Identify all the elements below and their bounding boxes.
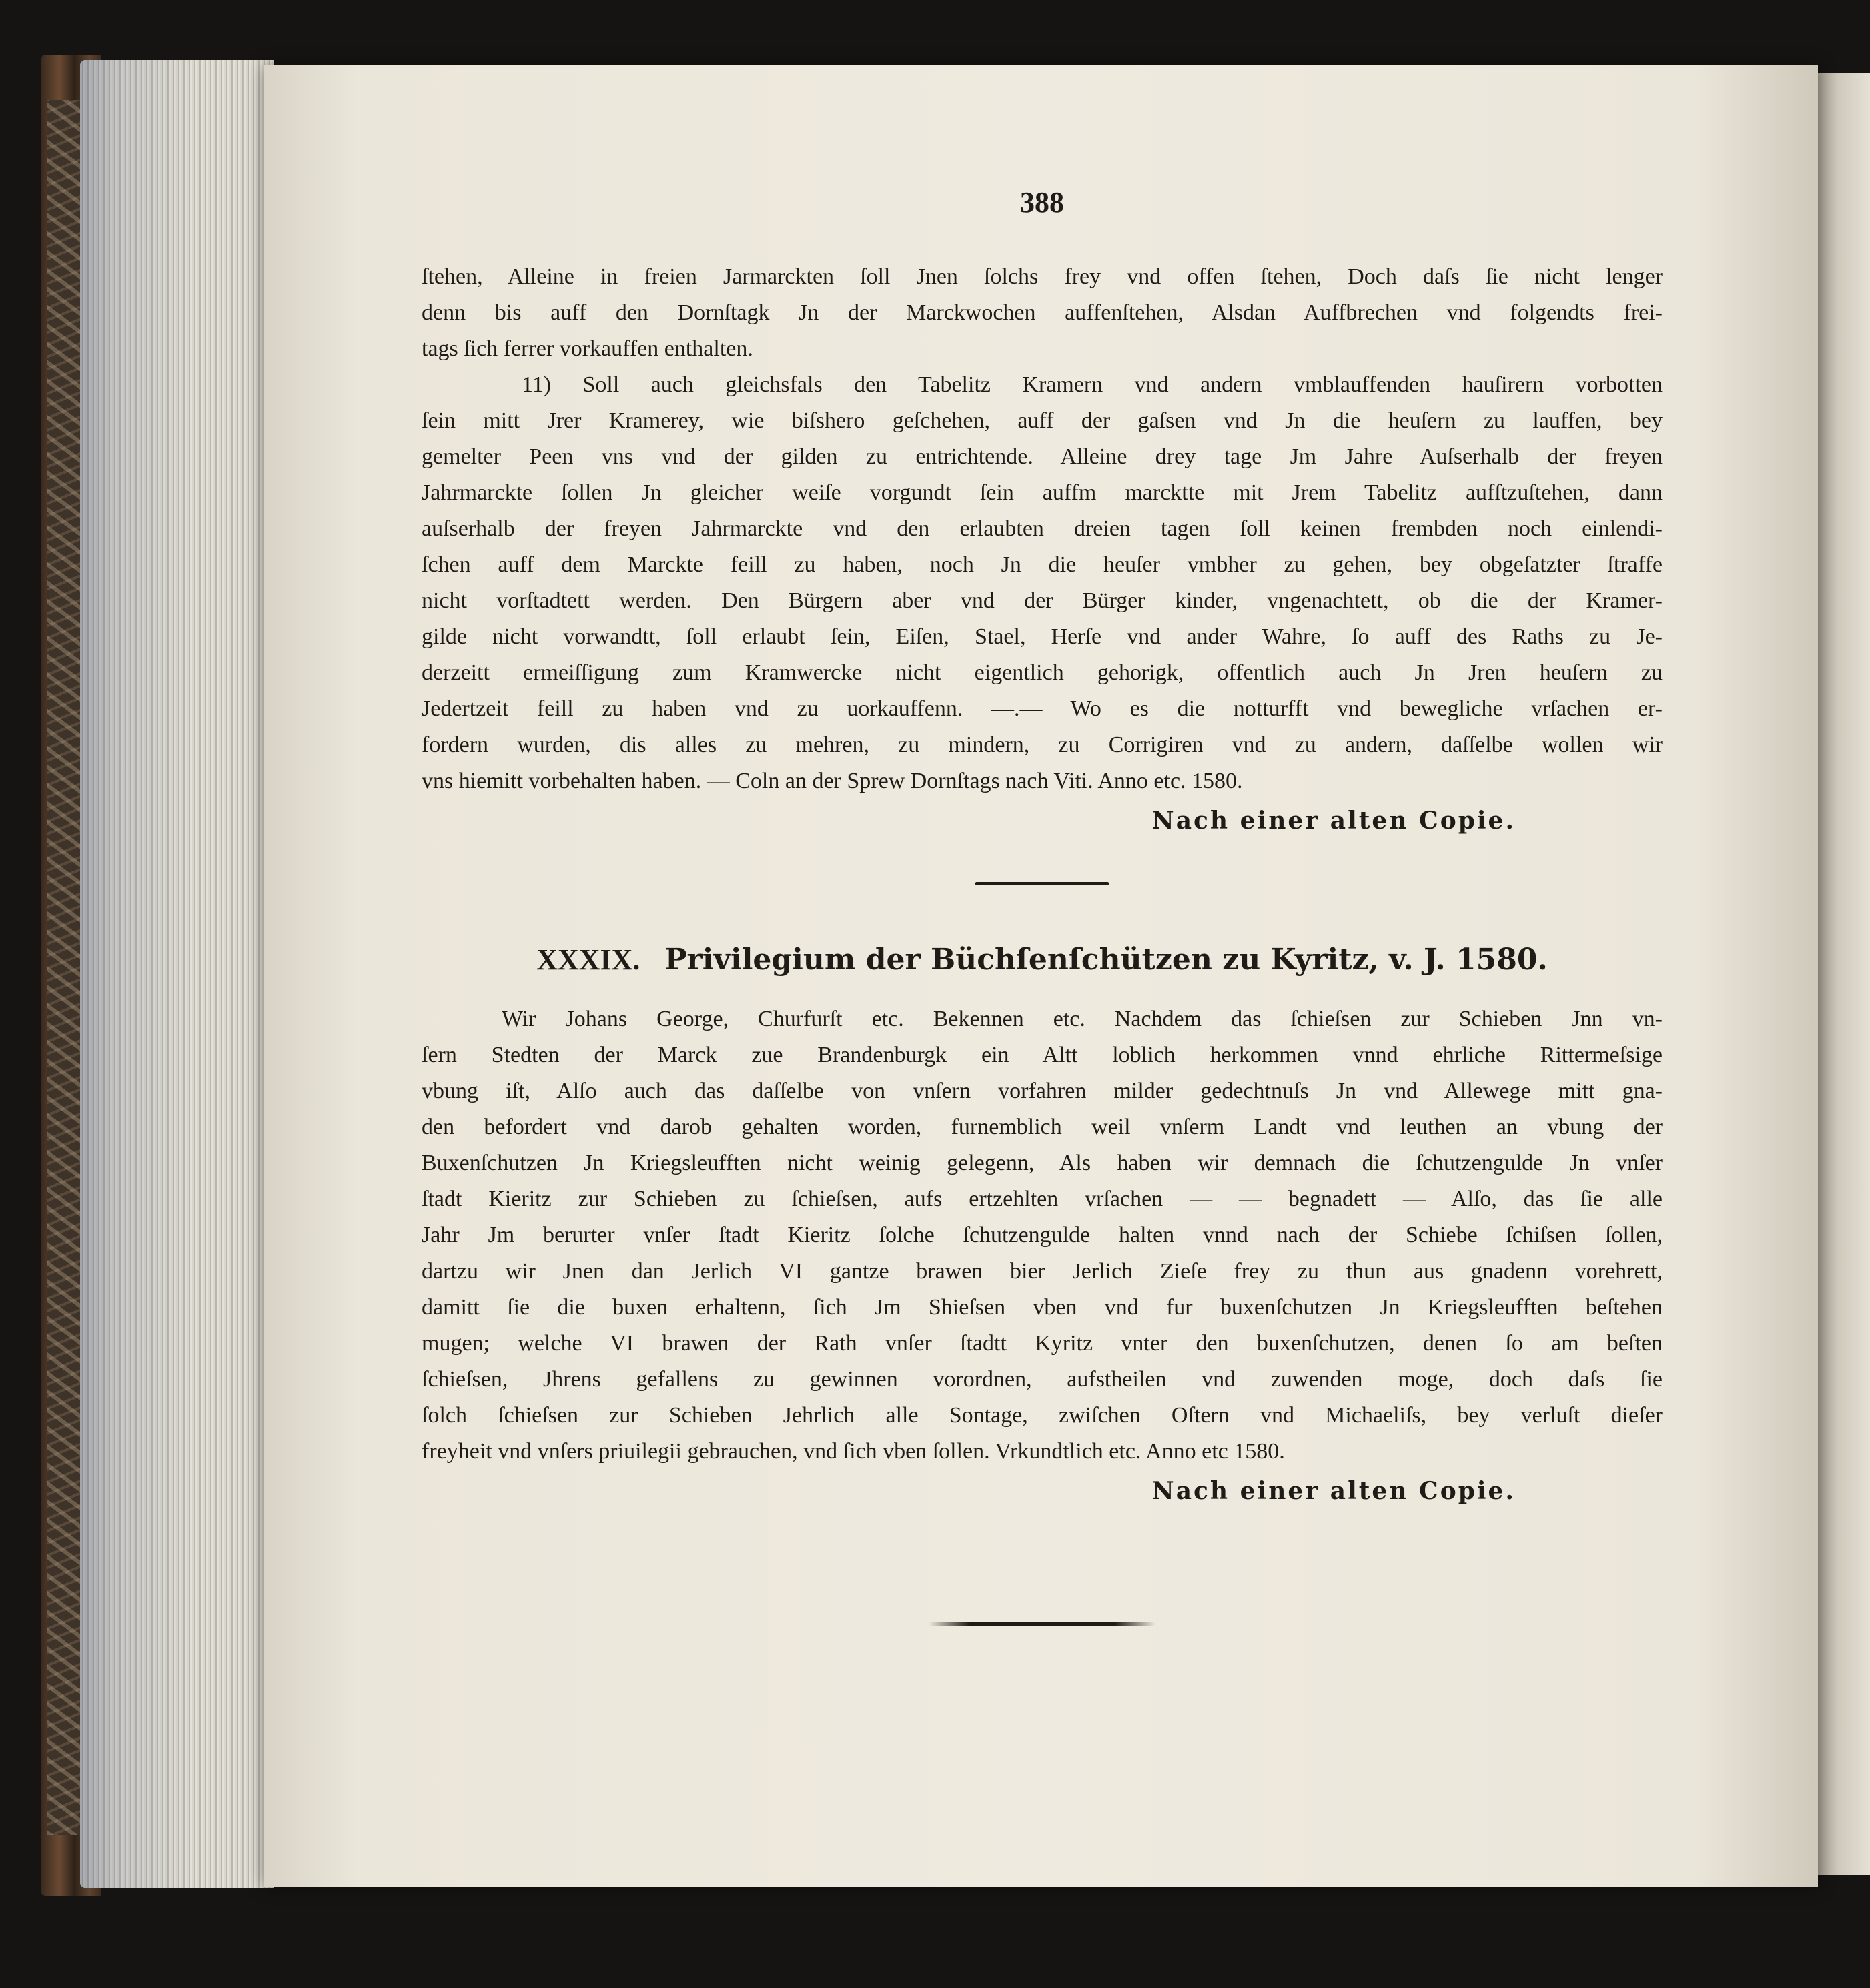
text-line: fordern wurden, dis alles zu mehren, zu mindern, zu Corrigiren vnd zu andern, daſſelbe wollen wir: [422, 732, 1663, 757]
section-divider: [975, 882, 1109, 885]
text-line: ſtadt Kieritz zur Schieben zu ſchieſsen, aufs ertzehlten vrſachen — — begnadett — Alſo, das ſie alle: [422, 1187, 1663, 1211]
text-line: ſchieſsen, Jhrens gefallens zu gewinnen vorordnen, aufstheilen vnd zuwenden moge, doch daſs ſie: [422, 1367, 1663, 1392]
page-content: [422, 184, 1663, 1626]
page-stack-edge: [80, 60, 274, 1888]
end-rule: [929, 1622, 1155, 1626]
text-line: mugen; welche VI brawen der Rath vnſer ſtadtt Kyritz vnter den buxenſchutzen, denen ſo am beſten: [422, 1331, 1663, 1356]
text-line: nicht vorſtadtett werden. Den Bürgern aber vnd der Bürger kinder, vngenachtett, ob die der Kramer-: [422, 588, 1663, 613]
text-line: Jahr Jm berurter vnſer ſtadt Kieritz ſolche ſchutzengulde halten vnnd nach der Schiebe ſchiſsen ſollen,: [422, 1223, 1663, 1248]
text-line: derzeitt ermeiſſigung zum Kramwercke nicht eigentlich gehorigk, offentlich auch Jn Jren heuſern zu: [422, 660, 1663, 685]
text-line: gilde nicht vorwandtt, ſoll erlaubt ſein, Eiſen, Stael, Herſe vnd ander Wahre, ſo auff des Raths zu Je-: [422, 624, 1663, 649]
text-line: gemelter Peen vns vnd der gilden zu entrichtende. Alleine drey tage Jm Jahre Auſserhalb der freyen: [422, 444, 1663, 469]
text-line: Buxenſchutzen Jn Kriegsleufften nicht weinig gelegenn, Als haben wir demnach die ſchutzengulde Jn vnſer: [422, 1151, 1663, 1175]
text-line: vbung iſt, Alſo auch das daſſelbe von vnſern vorfahren milder gedechtnuſs Jn vnd Allewege mitt gna-: [422, 1079, 1663, 1103]
continued-paragraph: [422, 259, 1663, 367]
source-note: Nach einer alten Copie.: [1151, 807, 1516, 835]
text-line: denn bis auff den Dornſtagk Jn der Marckwochen auffenſtehen, Alsdan Auffbrechen vnd folgendts frei-: [422, 300, 1663, 325]
text-line: damitt ſie die buxen erhaltenn, ſich Jm Shieſsen vben vnd fur buxenſchutzen Jn Kriegsleufften beſtehen: [422, 1295, 1663, 1320]
text-line: ſchen auff dem Marckte feill zu haben, noch Jn die heuſer vmbher zu gehen, bey obgeſatzter ſtraffe: [422, 552, 1663, 577]
text-line: freyheit vnd vnſers priuilegii gebrauchen, vnd ſich vben ſollen. Vrkundtlich etc. Anno etc 1580.: [422, 1439, 1285, 1464]
privilege-text: [422, 1001, 1663, 1470]
source-note: Nach einer alten Copie.: [1151, 1477, 1516, 1505]
text-line: ſern Stedten der Marck zue Brandenburgk ein Altt loblich herkommen vnnd ehrliche Rittermeſsige: [422, 1043, 1663, 1067]
text-line: ſolch ſchieſsen zur Schieben Jehrlich alle Sontage, zwiſchen Oſtern vnd Michaeliſs, bey verluſt dieſer: [422, 1403, 1663, 1428]
text-line: vns hiemitt vorbehalten haben. — Coln an der Sprew Dornſtags nach Viti. Anno etc. 1580.: [422, 769, 1243, 793]
document-heading: [422, 939, 1663, 981]
text-line: dartzu wir Jnen dan Jerlich VI gantze brawen bier Jerlich Zieſe frey zu thun aus gnadenn vorehrett,: [422, 1259, 1663, 1284]
paragraph-11: [422, 367, 1663, 799]
text-line: ſtehen, Alleine in freien Jarmarckten ſoll Jnen ſolchs frey vnd offen ſtehen, Doch daſs ſie nicht lenger: [422, 264, 1663, 289]
text-line: den befordert vnd darob gehalten worden, furnemblich weil vnſerm Landt vnd leuthen an vbung der: [422, 1115, 1663, 1139]
text-line: ſein mitt Jrer Kramerey, wie biſshero geſchehen, auff der gaſsen vnd Jn die heuſern zu lauffen, bey: [422, 408, 1663, 433]
facing-page-edge: [1818, 73, 1870, 1875]
document-number: XXXIX.: [536, 943, 640, 976]
page-number: 388: [1020, 186, 1064, 219]
text-line: Jedertzeit feill zu haben vnd zu uorkauffenn. —.— Wo es die notturfft vnd bewegliche vrſachen er-: [422, 696, 1663, 721]
text-line: tags ſich ferrer vorkauffen enthalten.: [422, 336, 753, 361]
text-line: auſserhalb der freyen Jahrmarckte vnd den erlaubten dreien tagen ſoll keinen frembden noch einlendi-: [422, 516, 1663, 541]
text-line: Jahrmarckte ſollen Jn gleicher weiſe vorgundt ſein auffm marcktte mit Jrem Tabelitz aufſtzuſtehen, dann: [422, 480, 1663, 505]
document-title: Privilegium der Büchſenſchützen zu Kyritz, v. J. 1580.: [664, 943, 1548, 977]
text-line: Wir Johans George, Churfurſt etc. Bekennen etc. Nachdem das ſchieſsen zur Schieben Jnn vn-: [502, 1007, 1663, 1031]
text-line: 11) Soll auch gleichsfals den Tabelitz Kramern vnd andern vmblauffenden hauſirern vorbotten: [522, 372, 1663, 397]
